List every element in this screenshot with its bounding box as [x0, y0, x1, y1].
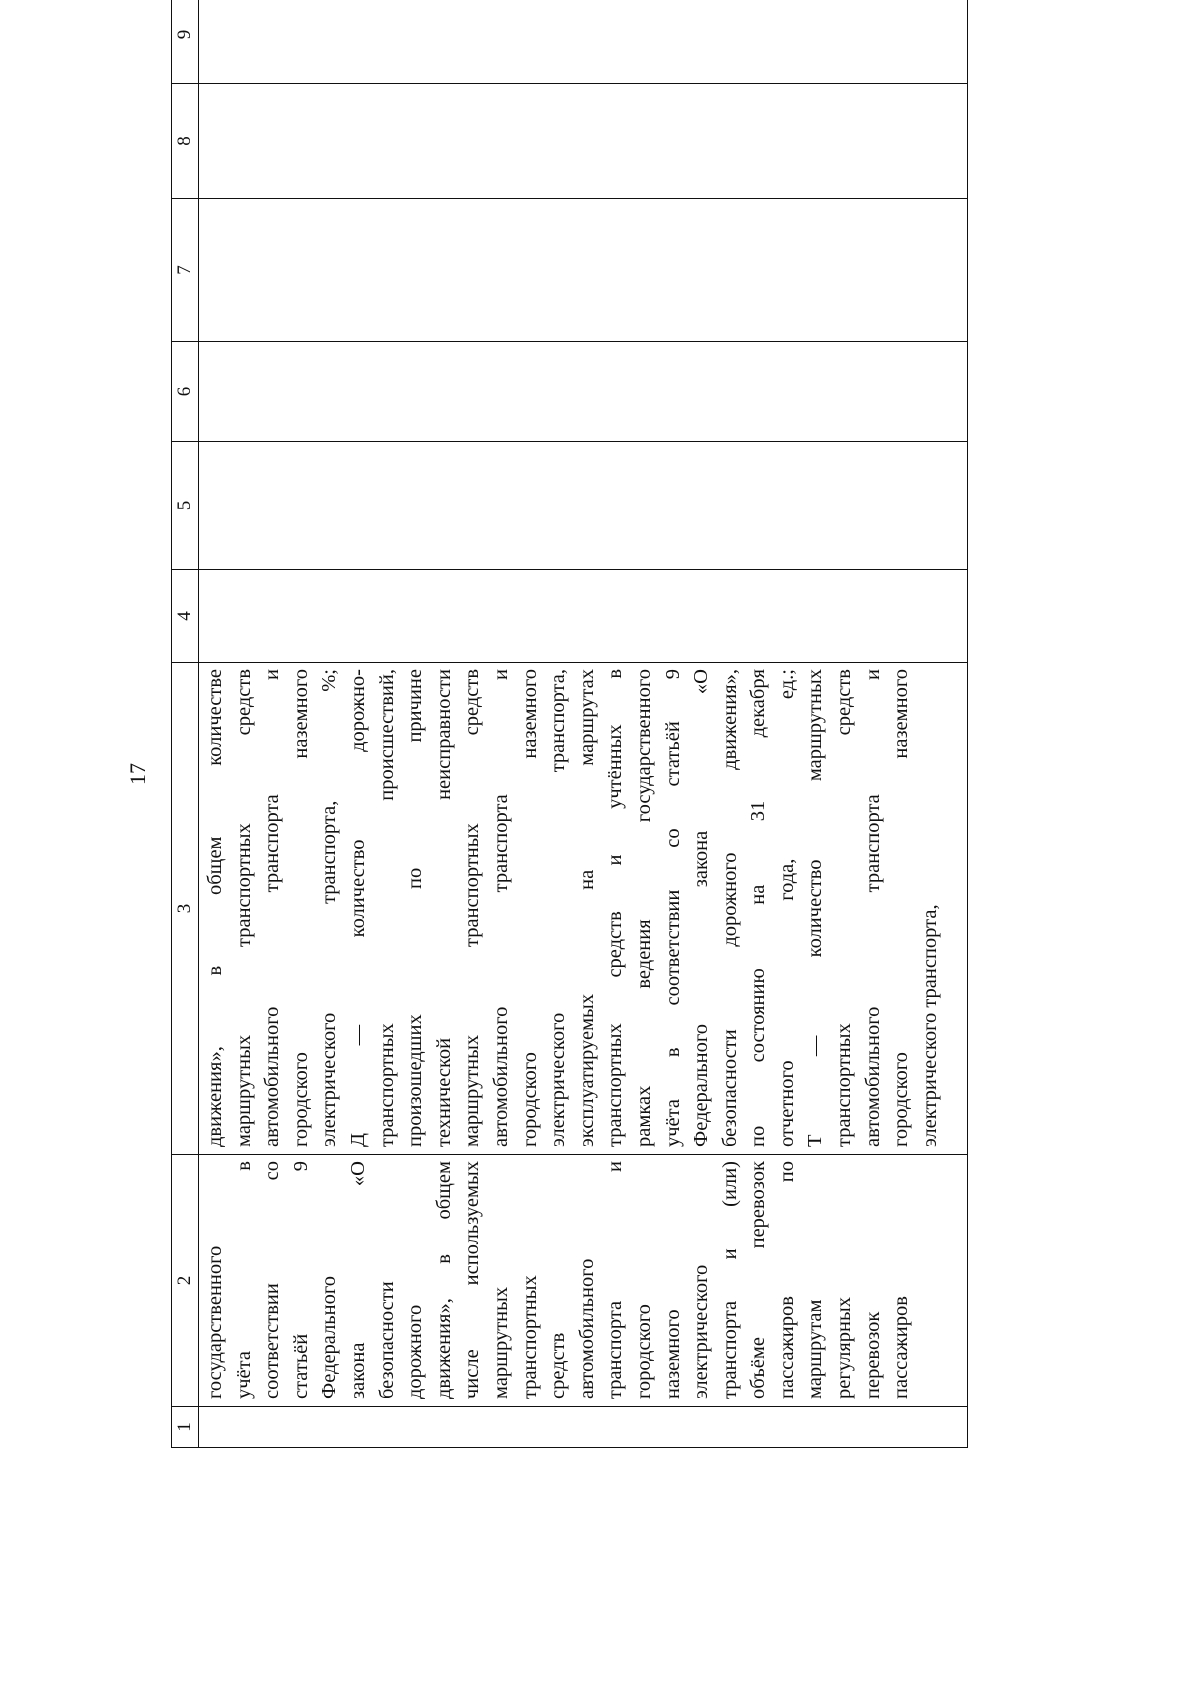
- rotated-table-content: [171, 29, 968, 1448]
- column-header: 6: [172, 342, 199, 442]
- calculation-method-line: рамках ведения государственного: [632, 669, 655, 1147]
- calculation-method-line: городского наземного: [518, 669, 541, 1147]
- indicator-name-line: пассажиров: [890, 1296, 913, 1399]
- indicator-name-line: транспорта и (или): [718, 1161, 741, 1399]
- column-header: 2: [172, 1155, 199, 1407]
- column-header: 7: [172, 199, 199, 342]
- indicator-name-line: электрического: [690, 1264, 713, 1399]
- calculation-method-line: городского наземного: [890, 669, 913, 1147]
- column-header: 5: [172, 442, 199, 570]
- cell-col2: [199, 1155, 968, 1407]
- indicator-name-line: учёта в: [232, 1161, 255, 1399]
- indicator-name-line: закона «О: [346, 1161, 369, 1399]
- indicator-name-line: транспорта и: [604, 1161, 627, 1399]
- indicator-name-line: транспортных: [518, 1275, 541, 1399]
- calculation-method-line: отчетного года, ед.;: [775, 669, 798, 1147]
- indicator-name-line: государственного: [204, 1245, 226, 1399]
- indicator-name-line: наземного: [661, 1309, 684, 1399]
- indicator-name-line: маршрутных: [489, 1286, 512, 1399]
- column-header: 9: [172, 0, 199, 84]
- calculation-method-line: маршрутных транспортных средств: [232, 669, 255, 1147]
- indicator-name-line: пассажиров по: [775, 1161, 798, 1399]
- calculation-method-text: [199, 663, 944, 1154]
- calculation-method-line: маршрутных транспортных средств: [461, 669, 484, 1147]
- calculation-method-line: технической неисправности: [432, 669, 455, 1147]
- indicator-name-text: [199, 1155, 916, 1406]
- indicator-name-line: маршрутам: [804, 1299, 827, 1399]
- cell-col4: [199, 570, 968, 663]
- indicator-name-line: перевозок: [861, 1311, 884, 1399]
- rotated-table-frame: [171, 29, 968, 1448]
- calculation-method-line: по состоянию на 31 декабря: [747, 669, 770, 1147]
- calculation-method-line: движения», в общем количестве: [204, 669, 226, 1147]
- cell-col7: [199, 199, 968, 342]
- cell-col9: [199, 0, 968, 84]
- calculation-method-line: автомобильного транспорта и: [261, 669, 284, 1147]
- header-row: [172, 0, 199, 1448]
- calculation-method-line: автомобильного транспорта и: [489, 669, 512, 1147]
- page-number: 17: [125, 763, 150, 785]
- indicator-table: [171, 0, 968, 1448]
- indicator-name-line: дорожного: [404, 1304, 427, 1399]
- calculation-method-line: электрического транспорта,: [547, 669, 570, 1147]
- indicator-name-line: движения», в общем: [432, 1161, 455, 1399]
- calculation-method-line: транспортных происшествий,: [375, 669, 398, 1147]
- cell-col5: [199, 442, 968, 570]
- indicator-name-line: средств: [547, 1332, 570, 1399]
- calculation-method-line: городского наземного: [289, 669, 312, 1147]
- indicator-name-line: соответствии со: [261, 1161, 284, 1399]
- indicator-name-line: Федерального: [318, 1275, 341, 1399]
- cell-col6: [199, 342, 968, 442]
- cell-col3: [199, 663, 968, 1155]
- indicator-name-line: статьёй 9: [289, 1161, 312, 1399]
- calculation-method-line: безопасности дорожного движения»,: [718, 669, 741, 1147]
- calculation-method-line: эксплуатируемых на маршрутах: [575, 669, 598, 1147]
- calculation-method-line: электрического транспорта, %;: [318, 669, 341, 1147]
- indicator-name-line: автомобильного: [575, 1258, 598, 1399]
- indicator-name-line: регулярных: [833, 1296, 856, 1399]
- indicator-name-line: числе используемых: [461, 1161, 484, 1399]
- table-row: [199, 0, 968, 1448]
- indicator-name-line: городского: [632, 1304, 655, 1399]
- indicator-name-line: безопасности: [375, 1281, 398, 1399]
- calculation-method-line: автомобильного транспорта и: [861, 669, 884, 1147]
- cell-col1: [199, 1407, 968, 1448]
- calculation-method-line: электрического транспорта,: [918, 904, 941, 1147]
- calculation-method-line: транспортных средств и учтённых в: [604, 669, 627, 1147]
- calculation-method-line: транспортных средств: [833, 669, 856, 1147]
- calculation-method-line: Федерального закона «О: [690, 669, 713, 1147]
- calculation-method-line: Д — количество дорожно-: [346, 669, 369, 1147]
- calculation-method-line: произошедших по причине: [404, 669, 427, 1147]
- calculation-method-line: учёта в соответствии со статьёй 9: [661, 669, 684, 1147]
- column-header: 8: [172, 84, 199, 199]
- cell-col8: [199, 84, 968, 199]
- column-header: 4: [172, 570, 199, 663]
- calculation-method-line: Т — количество маршрутных: [804, 669, 827, 1147]
- indicator-name-line: объёме перевозок: [747, 1161, 770, 1399]
- column-header: 1: [172, 1407, 199, 1448]
- column-header: 3: [172, 663, 199, 1155]
